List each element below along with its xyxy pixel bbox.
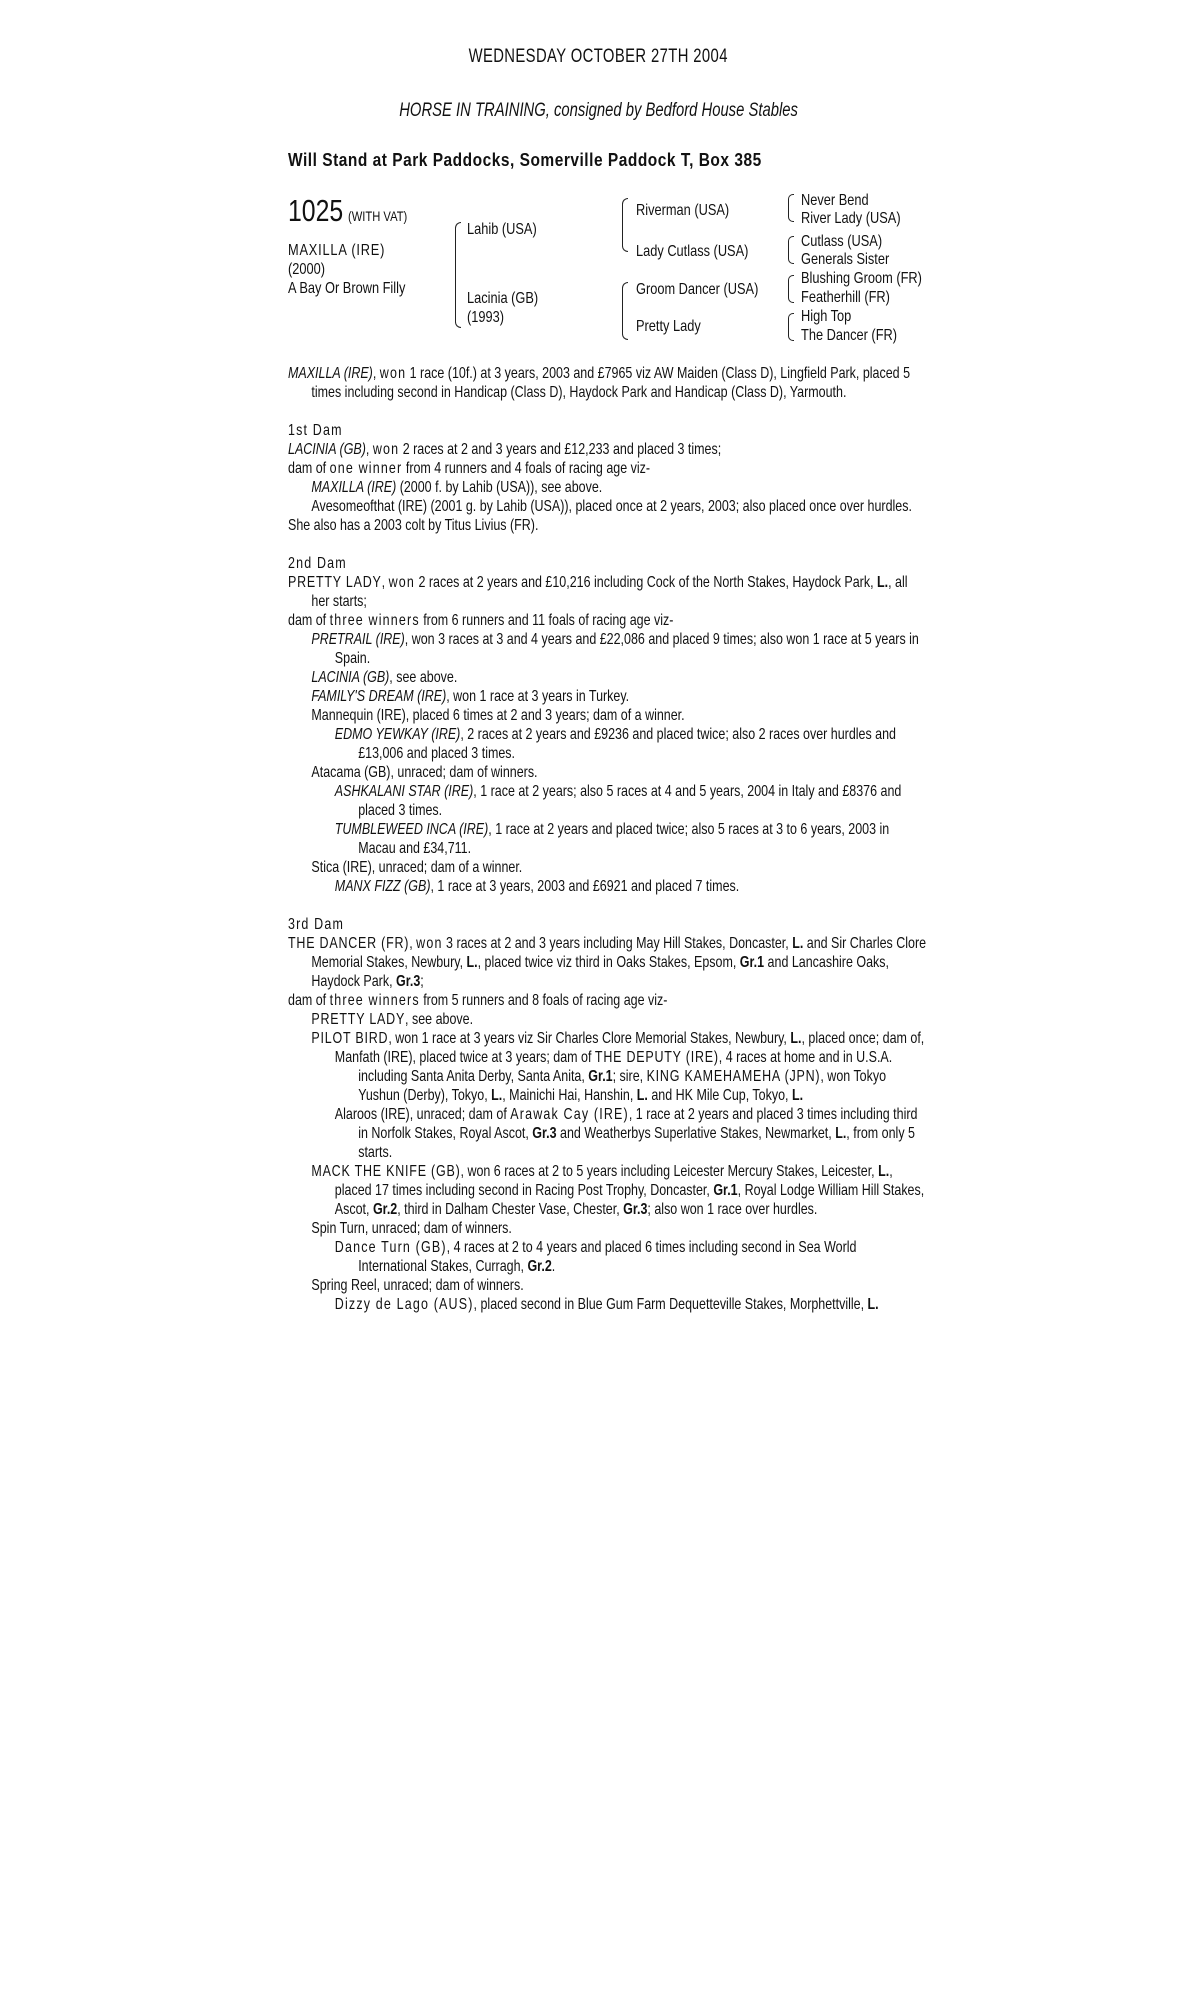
horse-description: A Bay Or Brown Filly xyxy=(288,280,406,297)
second-dam-of: dam of three winners from 6 runners and 11 foals of racing age viz- xyxy=(288,612,674,629)
produce-item: MACK THE KNIFE (GB), won 6 races at 2 to 5 years including Leicester Mercury Stakes, Leicester, L., placed 17 times including second in Racing Post Trophy, Doncaster, Gr.1, Royal Lodge William Hill Stakes, Ascot, Gr.2, third in Dalham Chester Vase, Chester, Gr.3; also won 1 race over hurdles. xyxy=(311,1163,925,1218)
produce-item: Stica (IRE), unraced; dam of a winner. xyxy=(311,859,523,876)
first-dam-of: dam of one winner from 4 runners and 4 foals of racing age viz- xyxy=(288,460,651,477)
third-dam-of: dam of three winners from 5 runners and 8 foals of racing age viz- xyxy=(288,992,668,1009)
lot-number-value: 1025 xyxy=(288,193,344,228)
pedigree-sire: Lahib (USA) xyxy=(467,221,537,238)
first-dam-record: LACINIA (GB), won 2 races at 2 and 3 years and £12,233 and placed 3 times; xyxy=(288,441,722,458)
catalogue-text-inner xyxy=(288,364,928,1314)
pedigree-sd-dam: Generals Sister xyxy=(801,251,890,268)
pedigree-sire-sire: Riverman (USA) xyxy=(636,202,730,219)
second-dam-record: PRETTY LADY, won 2 races at 2 years and £10,216 including Cock of the North Stakes, Haydock Park, L., all her starts; xyxy=(288,574,908,610)
vat-note: (WITH VAT) xyxy=(347,208,408,224)
produce-item: Avesomeofthat (IRE) (2001 g. by Lahib (USA)), placed once at 2 years, 2003; also placed once over hurdles. xyxy=(311,498,912,515)
sale-date: WEDNESDAY OCTOBER 27TH 2004 xyxy=(468,46,729,67)
produce-sub-item: Alaroos (IRE), unraced; dam of Arawak Cay (IRE), 1 race at 2 years and placed 3 times including third in Norfolk Stakes, Royal Ascot, Gr.3 and Weatherbys Superlative Stakes, Newmarket, L., from only 5 starts. xyxy=(334,1106,918,1161)
produce-item: PRETTY LADY, see above. xyxy=(311,1011,474,1028)
produce-sub-item: Dizzy de Lago (AUS), placed second in Blue Gum Farm Dequetteville Stakes, Morphettville, L. xyxy=(334,1296,879,1313)
pedigree-brace-5 xyxy=(788,236,794,264)
pedigree-dam-dam: Pretty Lady xyxy=(636,318,701,335)
produce-sub-item: MANX FIZZ (GB), 1 race at 3 years, 2003 and £6921 and placed 7 times. xyxy=(334,878,740,895)
produce-item: MAXILLA (IRE) (2000 f. by Lahib (USA)), see above. xyxy=(311,479,603,496)
first-dam-heading: 1st Dam xyxy=(288,422,343,439)
horse-name: MAXILLA (IRE) xyxy=(288,242,386,259)
produce-sub-item: ASHKALANI STAR (IRE), 1 race at 2 years; also 5 races at 4 and 5 years, 2004 in Italy and £8376 and placed 3 times. xyxy=(334,783,902,819)
produce-sub-item: TUMBLEWEED INCA (IRE), 1 race at 2 years and placed twice; also 5 races at 3 to 6 years, 2003 in Macau and £34,711. xyxy=(334,821,890,857)
produce-item: FAMILY'S DREAM (IRE), won 1 race at 3 years in Turkey. xyxy=(311,688,630,705)
produce-sub-item: EDMO YEWKAY (IRE), 2 races at 2 years and £9236 and placed twice; also 2 races over hurdles and £13,006 and placed 3 times. xyxy=(334,726,896,762)
produce-item: Atacama (GB), unraced; dam of winners. xyxy=(311,764,538,781)
horse-year: (2000) xyxy=(288,261,325,278)
produce-item: LACINIA (GB), see above. xyxy=(311,669,458,686)
pedigree-dam-year: (1993) xyxy=(467,309,504,326)
pedigree-ss-dam: River Lady (USA) xyxy=(801,210,901,227)
second-dam-heading: 2nd Dam xyxy=(288,555,347,572)
produce-sub-item: Dance Turn (GB), 4 races at 2 to 4 years and placed 6 times including second in Sea World International Stakes, Curragh, Gr.2. xyxy=(334,1239,857,1275)
pedigree-ds-dam: Featherhill (FR) xyxy=(801,289,890,306)
pedigree-sd-sire: Cutlass (USA) xyxy=(801,233,883,250)
pedigree-brace-3 xyxy=(622,282,628,340)
produce-item: Spin Turn, unraced; dam of winners. xyxy=(311,1220,512,1237)
consignment-line: HORSE IN TRAINING, consigned by Bedford House Stables xyxy=(399,100,798,121)
first-dam-also: She also has a 2003 colt by Titus Livius (FR). xyxy=(288,517,539,534)
third-dam-record: THE DANCER (FR), won 3 races at 2 and 3 years including May Hill Stakes, Doncaster, L. and Sir Charles Clore Memorial Stakes, Newbury, L., placed twice viz third in Oaks Stakes, Epsom, Gr.1 and Lancashire Oaks, Haydock Park, Gr.3; xyxy=(288,935,927,990)
produce-item: PILOT BIRD, won 1 race at 3 years viz Sir Charles Clore Memorial Stakes, Newbury, L., placed once; dam of, xyxy=(311,1030,925,1047)
pedigree-dd-sire: High Top xyxy=(801,308,852,325)
won-label: won xyxy=(379,365,407,382)
pedigree-dam: Lacinia (GB) xyxy=(467,290,539,307)
catalogue-text xyxy=(288,364,928,1314)
pedigree-brace-4 xyxy=(788,194,794,222)
third-dam-heading: 3rd Dam xyxy=(288,916,345,933)
produce-sub-item: Manfath (IRE), placed twice at 3 years; dam of THE DEPUTY (IRE), 4 races at home and in U.S.A. including Santa Anita Derby, Santa Anita, Gr.1; sire, KING KAMEHAMEHA (JPN), won Tokyo Yushun (Derby), Tokyo, L., Mainichi Hai, Hanshin, L. and HK Mile Cup, Tokyo, L. xyxy=(334,1049,893,1104)
horse-name-italic: MAXILLA (IRE) xyxy=(288,365,373,382)
pedigree-dam-sire: Groom Dancer (USA) xyxy=(636,281,759,298)
pedigree-brace-2 xyxy=(622,198,628,252)
pedigree-brace-1 xyxy=(455,222,461,328)
produce-item: PRETRAIL (IRE), won 3 races at 3 and 4 years and £22,086 and placed 9 times; also won 1 race at 5 years in Spain. xyxy=(311,631,919,667)
pedigree-brace-7 xyxy=(788,313,794,341)
pedigree-ds-sire: Blushing Groom (FR) xyxy=(801,270,922,287)
pedigree-dd-dam: The Dancer (FR) xyxy=(801,327,898,344)
stand-location: Will Stand at Park Paddocks, Somerville Paddock T, Box 385 xyxy=(288,150,762,170)
lot-number xyxy=(288,193,437,229)
pedigree-ss-sire: Never Bend xyxy=(801,192,869,209)
produce-item: Mannequin (IRE), placed 6 times at 2 and 3 years; dam of a winner. xyxy=(311,707,685,724)
pedigree-sire-dam: Lady Cutlass (USA) xyxy=(636,243,749,260)
intro-paragraph: MAXILLA (IRE), won 1 race (10f.) at 3 years, 2003 and £7965 viz AW Maiden (Class D), Lingfield Park, placed 5 times including second in Handicap (Class D), Haydock Park and Handicap (Class D), Yarmouth. xyxy=(288,365,911,401)
produce-item: Spring Reel, unraced; dam of winners. xyxy=(311,1277,524,1294)
